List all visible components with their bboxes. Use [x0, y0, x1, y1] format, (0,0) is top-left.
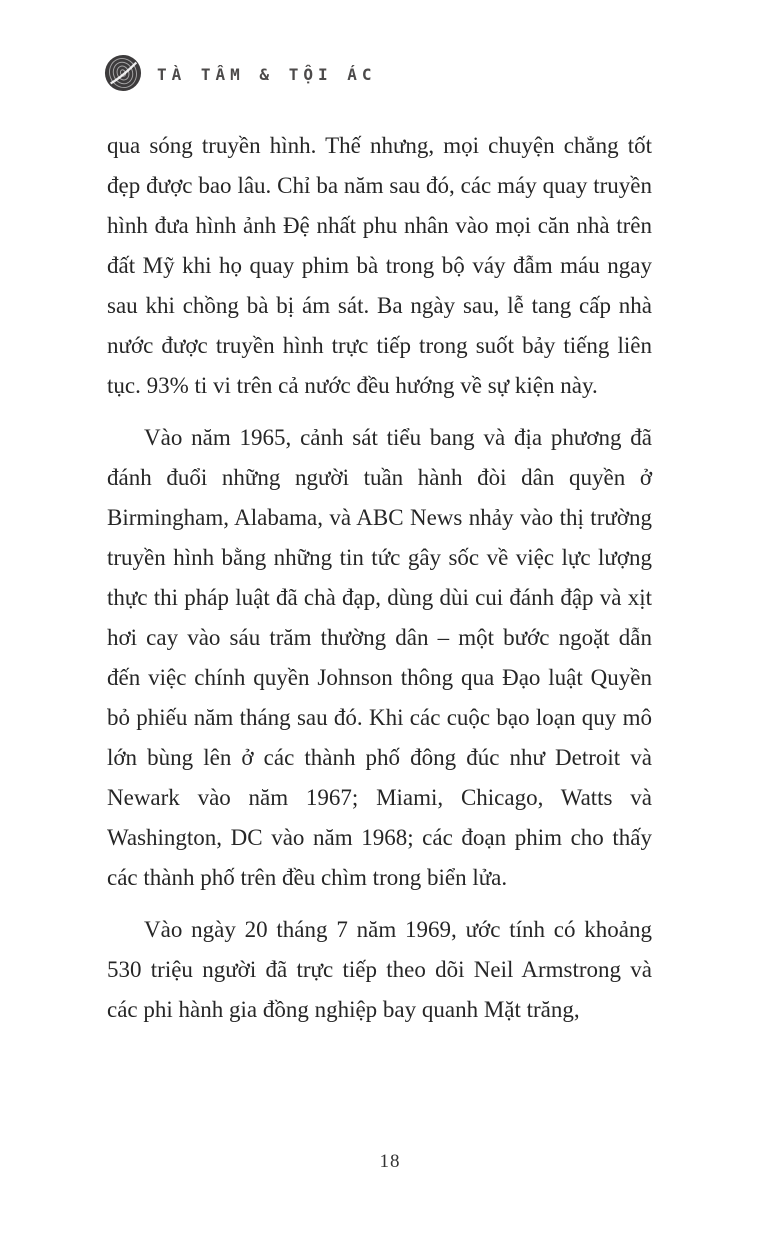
paragraph: Vào năm 1965, cảnh sát tiểu bang và địa phương đã đánh đuổi những người tuần hành đòi dân quyền ở Birmingham, Alabama, và ABC News nhảy vào thị trường truyền hình bằng những tin tức gây sốc về việc lực lượng thực thi pháp luật đã chà đạp, dùng dùi cui đánh đập và xịt hơi cay vào sáu trăm thường dân – một bước ngoặt dẫn đến việc chính quyền Johnson thông qua Đạo luật Quyền bỏ phiếu năm tháng sau đó. Khi các cuộc bạo loạn quy mô lớn bùng lên ở các thành phố đông đúc như Detroit và Newark vào năm 1967; Miami, Chicago, Watts và Washington, DC vào năm 1968; các đoạn phim cho thấy các thành phố trên đều chìm trong biển lửa.	[107, 425, 652, 890]
page-header	[104, 54, 377, 92]
page-number: 18	[379, 1151, 401, 1172]
paragraph: Vào ngày 20 tháng 7 năm 1969, ước tính có khoảng 530 triệu người đã trực tiếp theo dõi Neil Armstrong và các phi hành gia đồng nghiệp bay quanh Mặt trăng,	[107, 917, 652, 1022]
fingerprint-icon	[104, 54, 142, 92]
book-title: TÀ TÂM & TỘI ÁC	[157, 64, 377, 84]
paragraph: qua sóng truyền hình. Thế nhưng, mọi chuyện chẳng tốt đẹp được bao lâu. Chỉ ba năm sau đó, các máy quay truyền hình đưa hình ảnh Đệ nhất phu nhân vào mọi căn nhà trên đất Mỹ khi họ quay phim bà trong bộ váy đẫm máu ngay sau khi chồng bà bị ám sát. Ba ngày sau, lễ tang cấp nhà nước được truyền hình trực tiếp trong suốt bảy tiếng liên tục. 93% ti vi trên cả nước đều hướng về sự kiện này.	[107, 133, 652, 398]
page-footer	[0, 1151, 780, 1173]
body-text	[107, 126, 652, 1042]
